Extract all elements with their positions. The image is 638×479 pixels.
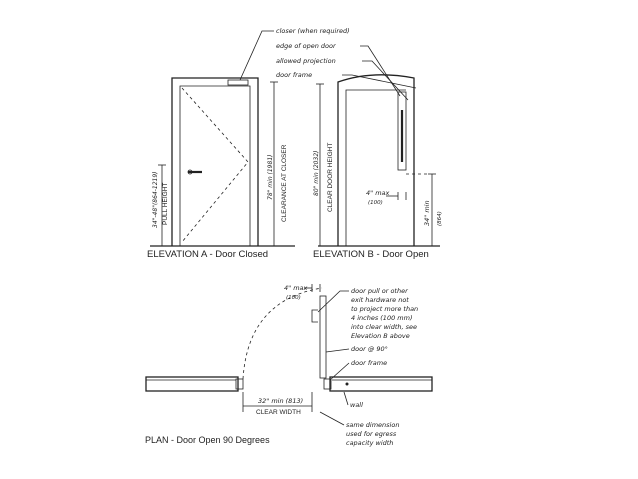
- elevation-a-pull-height-label: PULL HEIGHT: [162, 182, 169, 225]
- elevation-callouts: [240, 27, 416, 100]
- plan-swing-arc: [243, 288, 322, 379]
- elevation-b-opening: [346, 90, 406, 246]
- leader-allowed-projection: [362, 61, 408, 100]
- elevation-a-closer: [228, 80, 248, 85]
- plan-note-line: Elevation B above: [351, 332, 410, 340]
- callout-closer: closer (when required): [276, 27, 350, 35]
- elevation-a-door-leaf: [180, 86, 250, 246]
- plan-projection-dim: 4" max: [284, 284, 308, 292]
- plan-door-pull-note: [351, 287, 418, 340]
- plan: [145, 284, 432, 447]
- leader-door-pull: [318, 291, 349, 312]
- leader-wall: [344, 392, 348, 405]
- leader-same-dimension: [320, 412, 344, 425]
- plan-note-line: into clear width, see: [351, 323, 418, 331]
- elevation-b-min-height-dim: 34" min: [423, 200, 431, 226]
- plan-note-line: used for egress: [346, 430, 397, 438]
- elevation-b: [313, 75, 443, 260]
- elevation-a-pull-height-dim: 34"-48"(864-1219): [152, 171, 159, 228]
- plan-door-90: [320, 296, 326, 378]
- elevation-a: [147, 78, 295, 260]
- plan-wall-dot: [346, 383, 349, 386]
- elevation-a-closer-clearance-label: CLEARANCE AT CLOSER: [281, 144, 288, 222]
- plan-note-line: exit hardware not: [351, 296, 409, 304]
- plan-same-dimension-note: [346, 421, 399, 447]
- leader-door-90: [326, 349, 349, 352]
- callout-door-frame: door frame: [276, 71, 313, 79]
- plan-caption: PLAN - Door Open 90 Degrees: [145, 435, 270, 445]
- callout-allowed-projection: allowed projection: [276, 57, 336, 65]
- plan-clear-width-dim: 32" min (813): [258, 397, 304, 405]
- plan-wall-right: [330, 377, 432, 391]
- callout-edge-open-door: edge of open door: [276, 42, 336, 50]
- leader-closer: [240, 31, 274, 80]
- plan-door-pull: [312, 310, 318, 322]
- plan-door-90-label: door @ 90°: [351, 345, 388, 353]
- plan-door-frame-label: door frame: [351, 359, 388, 367]
- plan-note-line: 4 inches (100 mm): [351, 314, 413, 322]
- plan-clear-width-label: CLEAR WIDTH: [256, 409, 301, 416]
- plan-note-line: capacity width: [346, 439, 394, 447]
- elevation-b-door-height-label: CLEAR DOOR HEIGHT: [327, 142, 334, 212]
- elevation-b-caption: ELEVATION B - Door Open: [313, 249, 429, 260]
- plan-wall-left: [146, 377, 238, 391]
- elevation-a-swing-lines: [182, 88, 248, 242]
- plan-projection-dim-mm: (100): [286, 295, 301, 301]
- elevation-b-min-height-dim-mm: (864): [437, 211, 443, 226]
- leader-edge-open-door: [360, 46, 400, 96]
- plan-wall-label: wall: [350, 401, 363, 409]
- elevation-a-frame: [172, 78, 258, 246]
- plan-note-line: to project more than: [351, 305, 419, 313]
- elevation-b-projection-dim: 4" max: [366, 189, 390, 197]
- elevation-b-projection-dim-mm: (100): [368, 200, 383, 206]
- plan-note-line: same dimension: [346, 421, 400, 429]
- plan-frame-left: [236, 379, 243, 389]
- elevation-b-door-height-dim: 80" min (2032): [313, 150, 320, 196]
- plan-note-line: door pull or other: [351, 287, 408, 295]
- elevation-a-caption: ELEVATION A - Door Closed: [147, 249, 269, 260]
- elevation-a-closer-clearance-dim: 78" min (1981): [267, 154, 274, 200]
